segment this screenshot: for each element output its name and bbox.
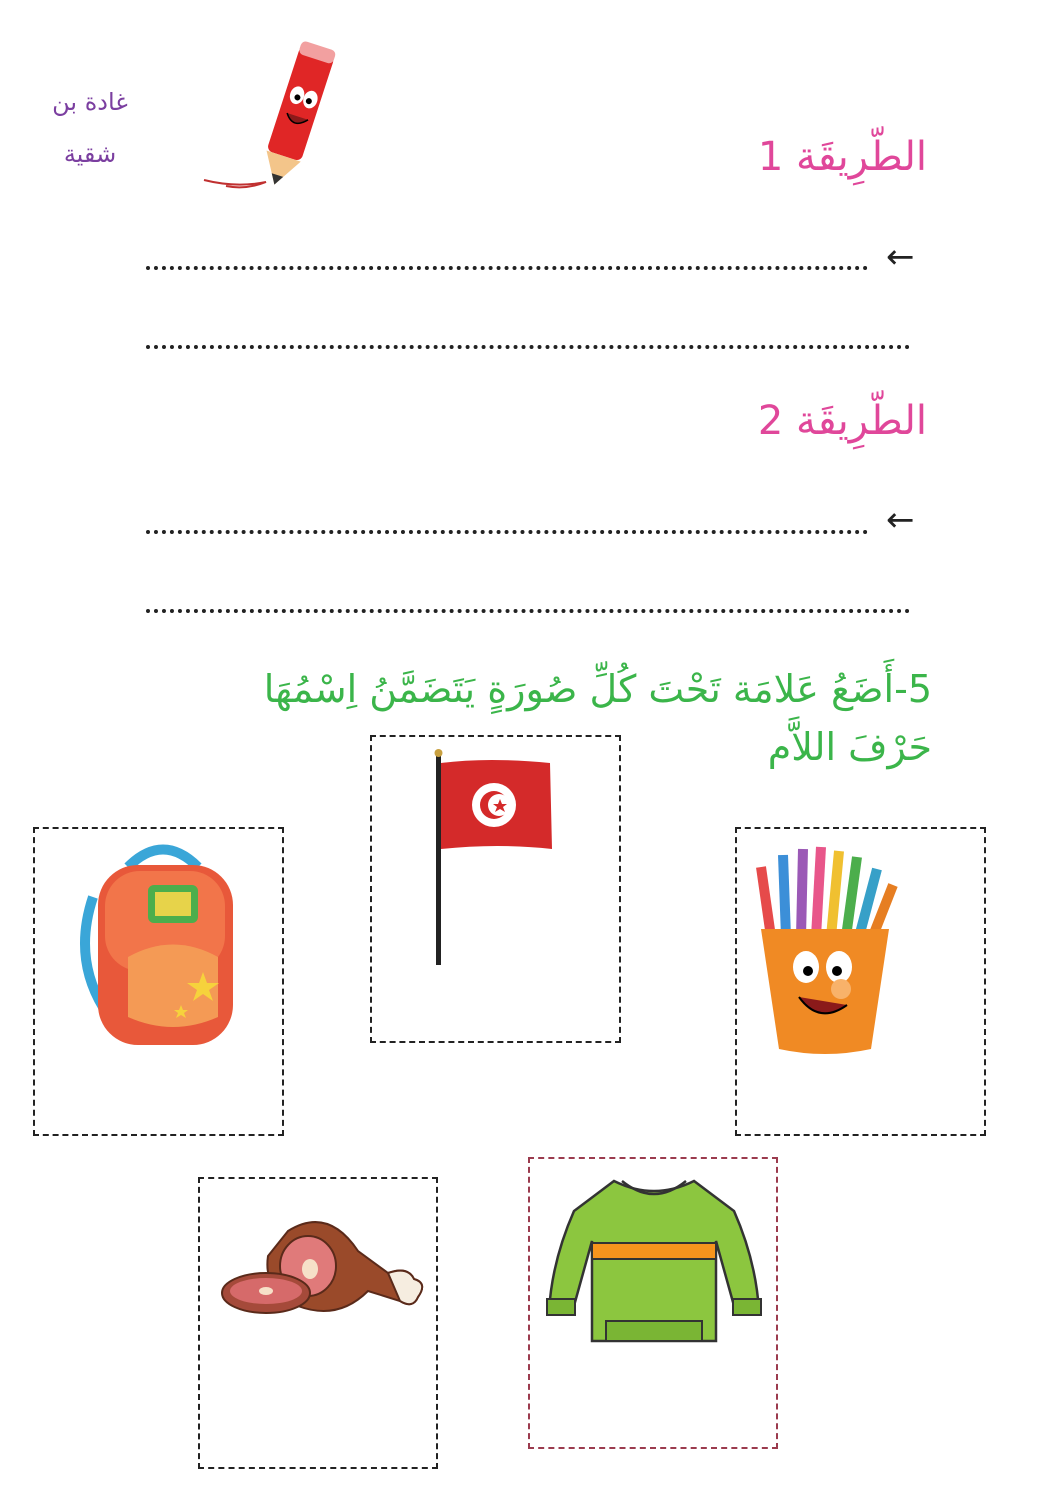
picture-box-sweater[interactable] xyxy=(528,1157,778,1449)
method-title-2: الطّرِيقَة 2 xyxy=(757,398,927,444)
answer-line[interactable] xyxy=(146,345,910,349)
answer-line[interactable] xyxy=(146,609,910,613)
tunisia-flag-icon xyxy=(428,749,558,969)
pencil-mascot-icon xyxy=(196,38,346,198)
picture-box-backpack[interactable] xyxy=(33,827,284,1136)
answer-line[interactable] xyxy=(146,266,868,270)
pencil-cup-icon xyxy=(751,837,901,1057)
picture-box-flag[interactable] xyxy=(370,735,621,1043)
backpack-icon xyxy=(73,837,253,1057)
picture-box-pencils[interactable] xyxy=(735,827,986,1136)
sweater-icon xyxy=(544,1171,764,1351)
method-title-1: الطّرِيقَة 1 xyxy=(757,134,927,180)
answer-line[interactable] xyxy=(146,530,868,534)
exercise-instruction: 5-أَضَعُ عَلامَة تَحْتَ كُلِّ صُورَةٍ يَتَضَمَّنُ اِسْمُهَا حَرْفَ اللاَّم xyxy=(263,667,932,769)
arrow-icon: ← xyxy=(886,500,915,540)
arrow-icon: ← xyxy=(886,237,915,277)
picture-box-ham[interactable] xyxy=(198,1177,438,1469)
author-name: غادة بن شقية xyxy=(52,88,128,168)
ham-icon xyxy=(218,1211,428,1321)
